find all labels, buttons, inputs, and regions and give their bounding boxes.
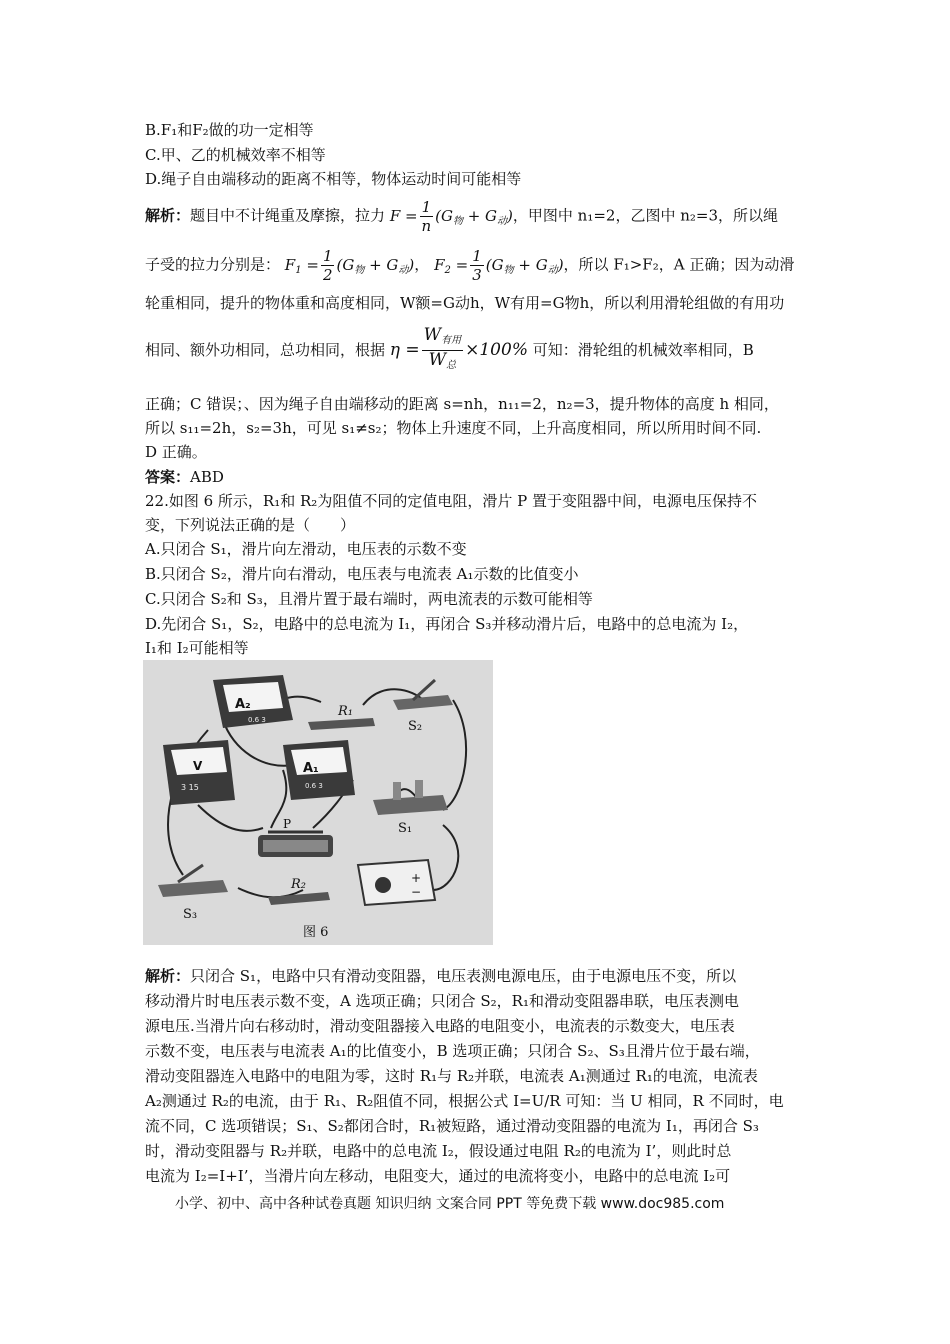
analysis2-line7: 流不同，C 选项错误；S₁、S₂都闭合时，R₁被短路，通过滑动变阻器的电流为 I₁，再闭合 S₃: [145, 1117, 759, 1135]
analysis1-line7: D 正确。: [145, 443, 207, 461]
answer1: [145, 466, 224, 488]
v-label: V: [193, 759, 203, 773]
s2-label: S₂: [408, 719, 423, 734]
answer-value: ABD: [190, 468, 224, 486]
svg-text:0.6 3: 0.6 3: [305, 782, 323, 790]
analysis2-line8: 时，滑动变阻器与 R₂并联，电路中的总电流 I₂，假设通过电阻 R₂的电流为 I’，则此时总: [145, 1142, 732, 1160]
formula-f1: $F_1$ = $\frac{1}{2}$ $(G_物 + G_动)$: [284, 247, 415, 284]
formula-f: F = $\frac{1}{n}$ $(G_物 + G_动)$: [389, 198, 513, 235]
circuit-figure: [143, 660, 493, 945]
svg-text:0.6 3: 0.6 3: [248, 716, 266, 724]
circuit-illustration: [143, 660, 493, 945]
q22-option-b: B.只闭合 S₂，滑片向右滑动，电压表与电流表 A₁示数的比值变小: [145, 565, 579, 583]
q22-option-d-line1: D.先闭合 S₁，S₂，电路中的总电流为 I₁，再闭合 S₃并移动滑片后，电路中的总电流为 I₂，: [145, 615, 749, 633]
analysis2-line5: 滑动变阻器连入电路中的电阻为零，这时 R₁与 R₂并联，电流表 A₁测通过 R₁的电流，电流表: [145, 1067, 758, 1085]
ammeter-a1: [283, 740, 355, 800]
a2-label: A₂: [235, 697, 251, 712]
answer-label: 答案：: [145, 468, 191, 486]
q21-option-c: C.甲、乙的机械效率不相等: [145, 146, 326, 164]
figure-caption: 图 6: [303, 925, 329, 940]
q22-stem-line2: 变，下列说法正确的是（ ）: [145, 516, 356, 534]
p-label: P: [283, 817, 292, 831]
voltmeter: [163, 740, 235, 805]
svg-text:+: +: [411, 871, 422, 885]
analysis1-line6: 所以 s₁₁=2h，s₂=3h，可见 s₁≠s₂；物体上升速度不同，上升高度相同，所以所用时间不同.: [145, 419, 762, 437]
analysis-label: 解析：: [145, 967, 191, 985]
analysis1-line4: 相同、额外功相同，总功相同，根据 η = $\frac{W_{有用}}{W_总}$ ×100% 可知：滑轮组的机械效率相同，B: [145, 325, 754, 371]
r2-label: R₂: [291, 877, 306, 892]
s3-label: S₃: [183, 907, 198, 922]
analysis2-line9: 电流为 I₂=I+I’，当滑片向左移动，电阻变大，通过的电流将变小，电路中的总电流 I₂可: [145, 1167, 731, 1185]
analysis2-line2: 移动滑片时电压表示数不变，A 选项正确；只闭合 S₂，R₁和滑动变阻器串联，电压表测电: [145, 992, 739, 1010]
analysis1-line2: 子受的拉力分别是： $F_1$ = $\frac{1}{2}$ $(G_物 + G_动)$， $F_2$ = $\frac{1}{3}$ $(G_物 + G_动)$，所以 F₁>F₂，A 正确；因为动滑: [145, 247, 795, 284]
q21-option-d: D.绳子自由端移动的距离不相等，物体运动时间可能相等: [145, 170, 522, 188]
analysis2-line3: 源电压.当滑片向右移动时，滑动变阻器接入电路的电阻变小，电流表的示数变大，电压表: [145, 1017, 735, 1035]
q22-option-a: A.只闭合 S₁，滑片向左滑动，电压表的示数不变: [145, 540, 467, 558]
battery: [358, 860, 435, 905]
analysis2-line6: A₂测通过 R₂的电流，由于 R₁、R₂阻值不同，根据公式 I=U/R 可知：当 U 相同，R 不同时，电: [145, 1092, 784, 1110]
analysis2-line4: 示数不变，电压表与电流表 A₁的比值变小，B 选项正确；只闭合 S₂、S₃且滑片位于最右端，: [145, 1042, 760, 1060]
q22-option-c: C.只闭合 S₂和 S₃，且滑片置于最右端时，两电流表的示数可能相等: [145, 590, 593, 608]
analysis1-line3: 轮重相同，提升的物体重和高度相同，W额=G动h，W有用=G物h，所以利用滑轮组做的有用功: [145, 294, 785, 312]
a1-label: A₁: [303, 761, 319, 776]
ammeter-a2: [213, 675, 293, 728]
svg-text:3 15: 3 15: [181, 783, 199, 792]
analysis1-line1: 解析：题目中不计绳重及摩擦，拉力 F = $\frac{1}{n}$ $(G_物 + G_动)$，甲图中 n₁=2，乙图中 n₂=3，所以绳: [145, 198, 779, 235]
formula-efficiency: η = $\frac{W_{有用}}{W_总}$ ×100%: [389, 325, 528, 371]
analysis-label: 解析：: [145, 206, 191, 225]
formula-f2: $F_2$ = $\frac{1}{3}$ $(G_物 + G_动)$: [434, 247, 564, 284]
analysis2-line1: 解析：只闭合 S₁，电路中只有滑动变阻器，电压表测电源电压，由于电源电压不变，所以: [145, 967, 737, 985]
analysis1-line5: 正确；C 错误；、因为绳子自由端移动的距离 s=nh，n₁₁=2，n₂=3，提升物体的高度 h 相同，: [145, 395, 779, 413]
svg-text:−: −: [411, 885, 422, 899]
footer-text: 小学、初中、高中各种试卷真题 知识归纳 文案合同 PPT 等免费下载 www.doc985.com: [175, 1196, 725, 1212]
s1-label: S₁: [398, 821, 413, 836]
r1-label: R₁: [338, 704, 353, 719]
q22-stem-line1: 22.如图 6 所示，R₁和 R₂为阻值不同的定值电阻，滑片 P 置于变阻器中间，电源电压保持不: [145, 492, 757, 510]
q21-option-b: B.F₁和F₂做的功一定相等: [145, 121, 314, 139]
q22-option-d-line2: I₁和 I₂可能相等: [145, 639, 249, 657]
